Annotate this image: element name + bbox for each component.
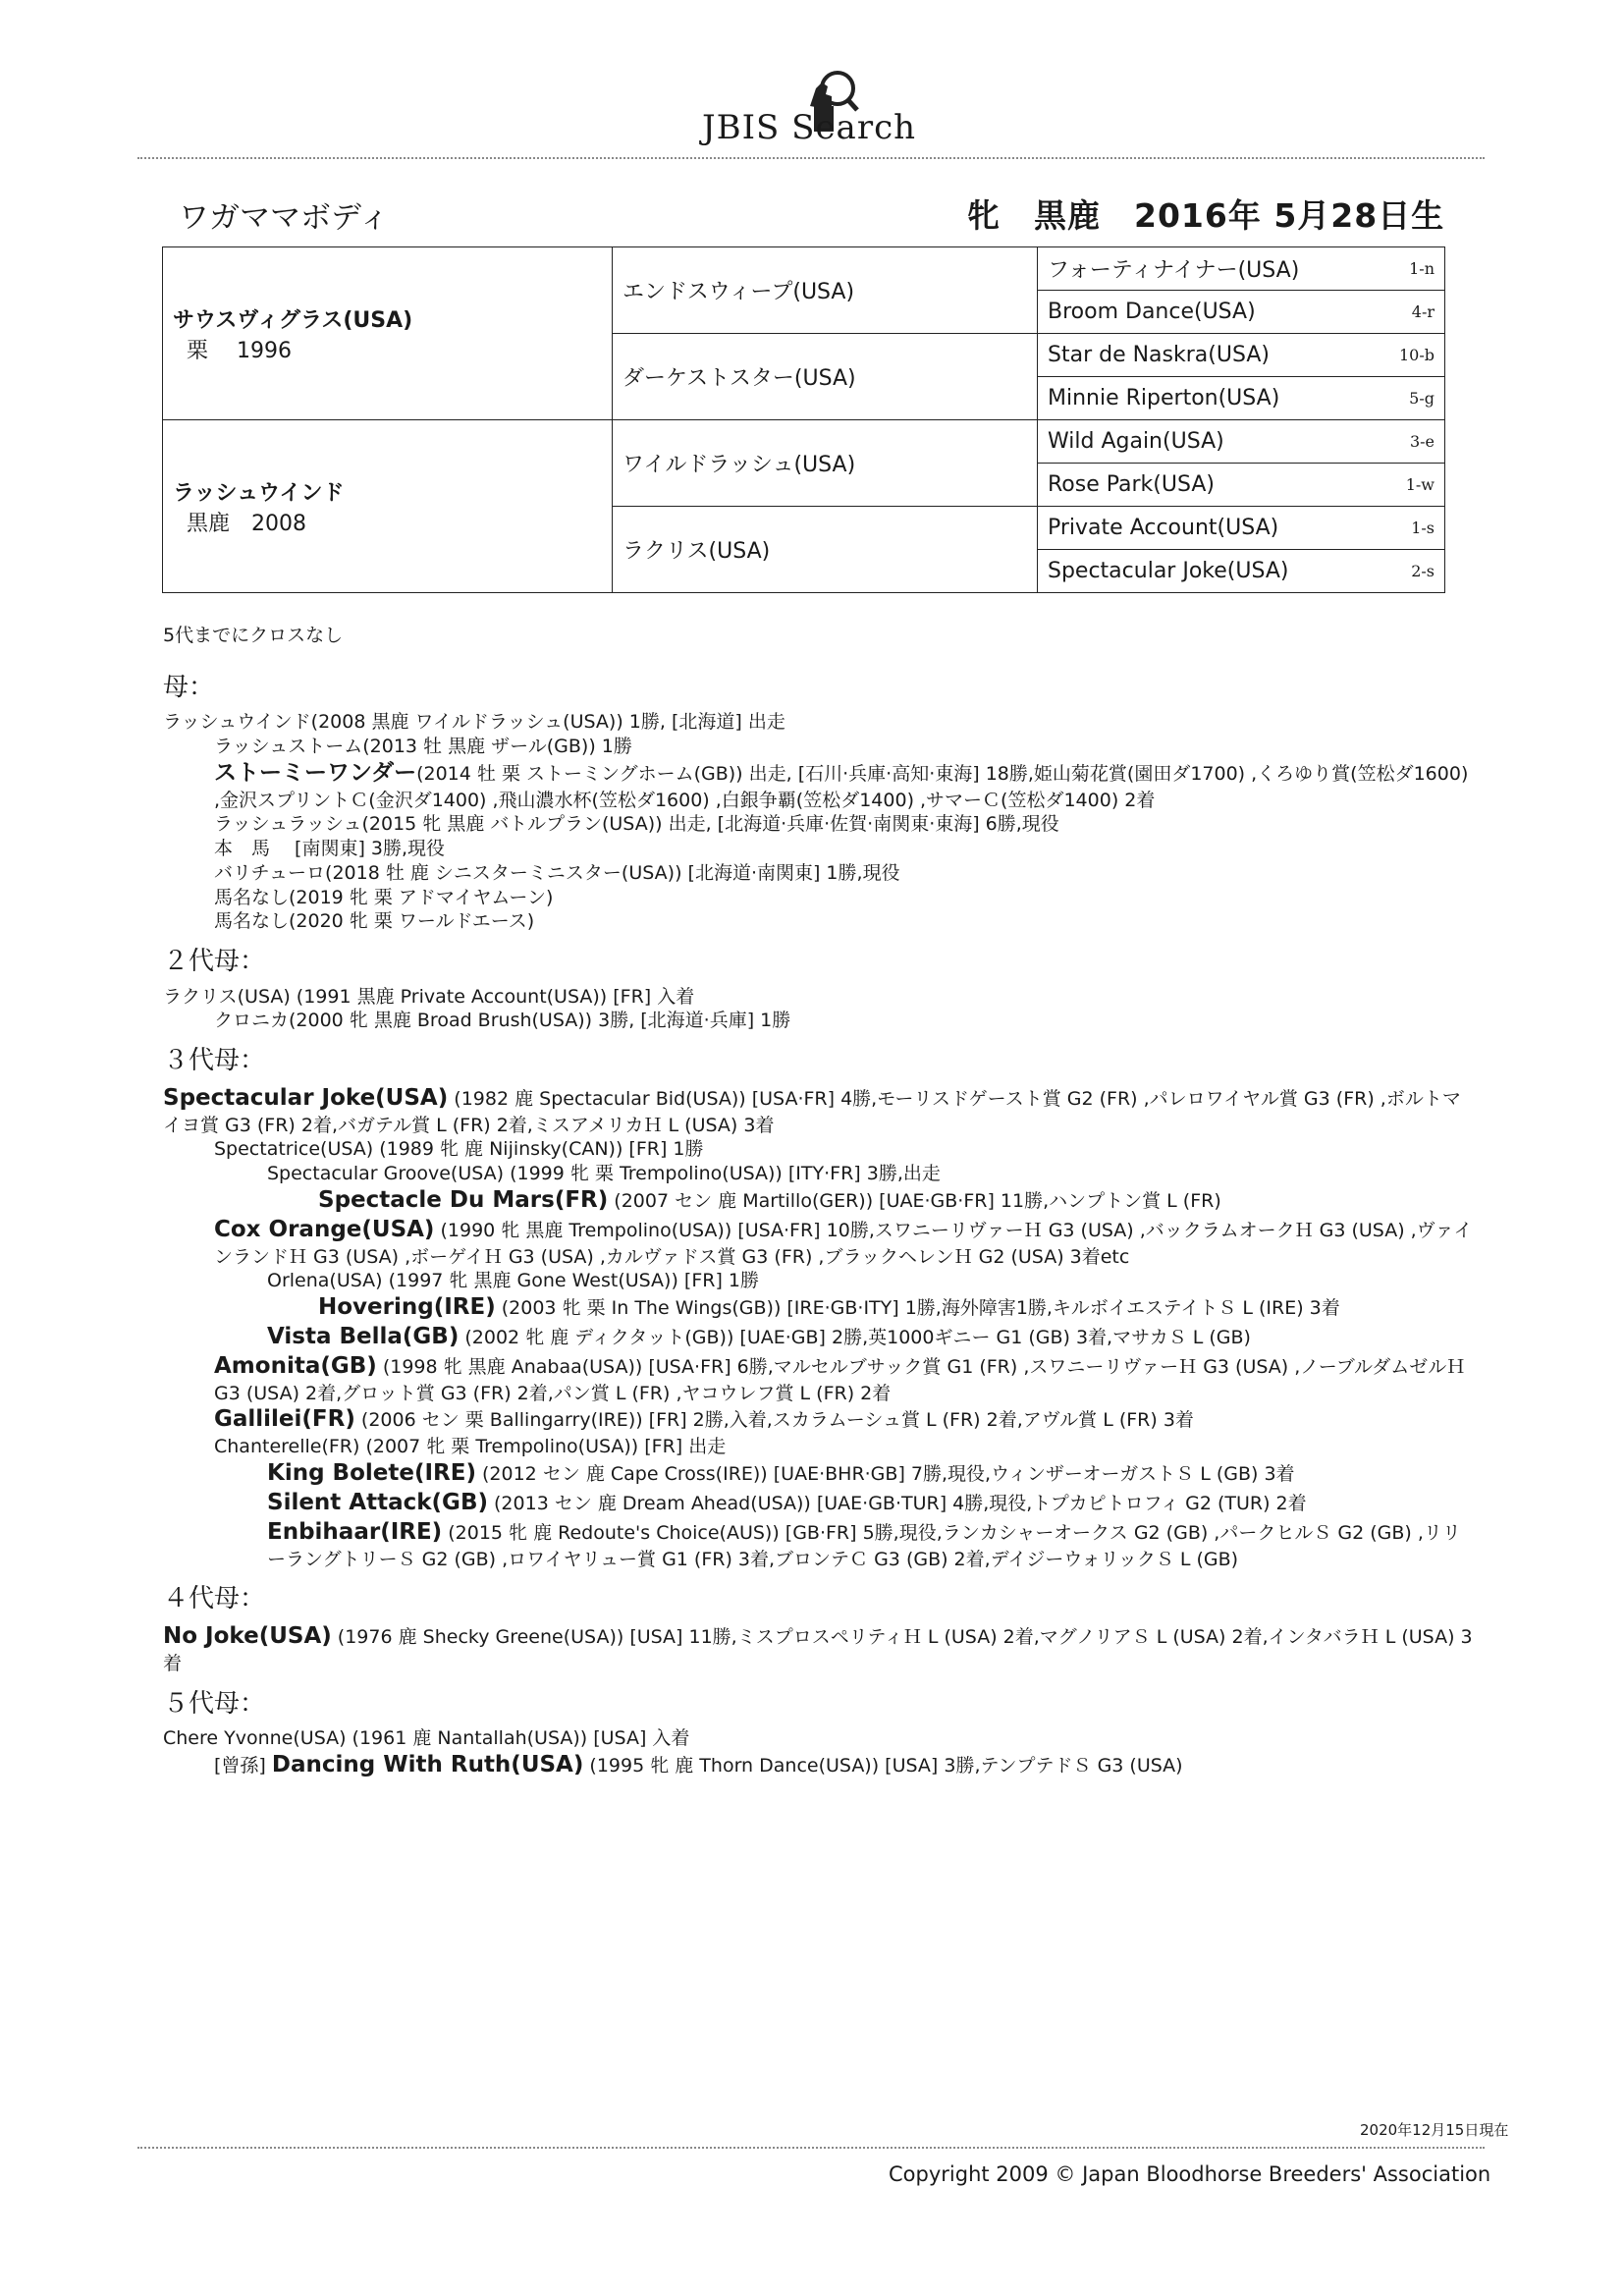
notable-horse-name: Vista Bella(GB) (267, 1323, 460, 1349)
record-detail: (2003 牝 栗 In The Wings(GB)) [IRE·GB·ITY] 1勝,海外障害1勝,キルボイエステイトＳ L (IRE) 3着 (495, 1296, 1340, 1319)
notable-horse-name: ストーミーワンダー (214, 759, 417, 786)
record-detail: (2013 セン 鹿 Dream Ahead(USA)) [UAE·GB·TUR] 4勝,現役,トプカピトロフィ G2 (TUR) 2着 (487, 1492, 1307, 1514)
record-detail: (2007 セン 鹿 Martillo(GER)) [UAE·GB·FR] 11勝,ハンプトン賞 L (FR) (608, 1189, 1221, 1212)
record-line: バリチューロ(2018 牡 鹿 シニスターミニスター(USA)) [北海道·南関東] 1勝,現役 (214, 861, 900, 884)
family-number: 2-s (1411, 562, 1435, 580)
record-line (163, 1323, 1479, 1352)
record-line (163, 1084, 1479, 1138)
notable-horse-name: Dancing With Ruth(USA) (271, 1752, 584, 1778)
record-line (163, 1751, 1479, 1780)
g3-name: Minnie Riperton(USA) (1048, 386, 1280, 410)
record-detail: (1990 牝 黒鹿 Trempolino(USA)) [USA·FR] 10勝,スワニーリヴァーＨ G3 (USA) ,バックラムオークＨ G3 (USA) ,ヴァインランドＨ G3 (USA) ,ボーゲイＨ G3 (USA) ,カルヴァドス賞 G3 (FR) ,ブラックヘレンＨ G2 (USA) 3着etc (214, 1219, 1473, 1268)
record-detail: (2014 牡 栗 ストーミングホーム(GB)) 出走, [石川·兵庫·高知·東海] 18勝,姫山菊花賞(園田ダ1700) ,くろゆり賞(笠松ダ1600) ,金沢スプリントＣ(金沢ダ1400) ,飛山濃水杯(笠松ダ1600) ,白銀争覇(笠松ダ1400) ,サマーＣ(笠松ダ1400) 2着 (214, 762, 1469, 811)
section-heading: 母： (163, 672, 215, 702)
record-line: Chere Yvonne(USA) (1961 鹿 Nantallah(USA)) [USA] 入着 (163, 1727, 690, 1750)
dam-detail: 黒鹿 2008 (187, 511, 306, 536)
record-line: ラクリス(USA) (1991 黒鹿 Private Account(USA)) [FR] 入着 (163, 985, 695, 1008)
as-of-date: 2020年12月15日現在 (1360, 2121, 1509, 2139)
family-number: 1-w (1405, 475, 1435, 494)
notable-horse-name: Spectacle Du Mars(FR) (318, 1186, 609, 1213)
pedigree-table (162, 246, 1445, 593)
family-number: 1-n (1409, 259, 1435, 278)
g3-name: Broom Dance(USA) (1048, 300, 1256, 324)
notable-horse-name: No Joke(USA) (163, 1623, 332, 1650)
record-line: 馬名なし(2019 牝 栗 アドマイヤムーン) (214, 886, 554, 908)
section-heading: ３代母： (163, 1046, 266, 1076)
section-heading: ５代母： (163, 1688, 266, 1719)
notable-horse-name: Silent Attack(GB) (267, 1489, 488, 1515)
record-line: ラッシュウインド(2008 黒鹿 ワイルドラッシュ(USA)) 1勝, [北海道] 出走 (163, 711, 785, 734)
pedigree-g2-cell: エンドスウィープ(USA) (613, 247, 1038, 334)
notable-horse-name: Amonita(GB) (214, 1352, 377, 1379)
record-detail: (2002 牝 鹿 ディクタット(GB)) [UAE·GB] 2勝,英1000ギニー G1 (GB) 3着,マサカＳ L (GB) (459, 1326, 1251, 1348)
horse-info: 牝 黒鹿 2016年 5月28日生 (967, 196, 1445, 235)
sire-name: サウスヴィグラス(USA) (173, 307, 413, 333)
relation-tag: [曾孫] (214, 1755, 272, 1777)
family-number: 1-s (1411, 519, 1435, 537)
record-line (163, 1352, 1479, 1406)
record-detail: (2012 セン 鹿 Cape Cross(IRE)) [UAE·BHR·GB] 7勝,現役,ウィンザーオーガストＳ L (GB) 3着 (475, 1462, 1295, 1485)
section-heading: ２代母： (163, 946, 266, 976)
pedigree-g2-cell: ダーケストスター(USA) (613, 334, 1038, 420)
jbis-logo (702, 67, 938, 155)
record-line (163, 1186, 1479, 1216)
family-number: 5-g (1409, 389, 1435, 408)
pedigree-g3-cell (1038, 550, 1445, 593)
record-line: 本 馬 [南関東] 3勝,現役 (214, 838, 446, 860)
pedigree-g2-cell: ワイルドラッシュ(USA) (613, 420, 1038, 507)
record-line (163, 1622, 1479, 1676)
record-line: Orlena(USA) (1997 牝 黒鹿 Gone West(USA)) [FR] 1勝 (267, 1270, 759, 1292)
record-line (163, 1293, 1479, 1323)
record-line (163, 1459, 1479, 1489)
family-number: 4-r (1411, 302, 1435, 321)
notable-horse-name: Cox Orange(USA) (214, 1216, 435, 1242)
record-line (163, 759, 1479, 813)
family-record (163, 624, 1479, 1780)
record-line: クロニカ(2000 牝 黒鹿 Broad Brush(USA)) 3勝, [北海道·兵庫] 1勝 (214, 1010, 791, 1032)
notable-horse-name: Spectacular Joke(USA) (163, 1084, 449, 1111)
g3-name: フォーティナイナー(USA) (1048, 258, 1300, 283)
sire-cell (163, 247, 613, 420)
horse-name: ワガママボディ (179, 200, 390, 236)
record-detail: (2015 牝 鹿 Redoute's Choice(AUS)) [GB·FR] 5勝,現役,ランカシャーオークス G2 (GB) ,パークヒルＳ G2 (GB) ,リリーラングトリーＳ G2 (GB) ,ロワイヤリュー賞 G1 (FR) 3着,ブロンテＣ G3 (GB) 2着,デイジーウォリックＳ L (GB) (267, 1521, 1461, 1570)
record-detail: (1995 牝 鹿 Thorn Dance(USA)) [USA] 3勝,テンプテドＳ G3 (USA) (583, 1755, 1183, 1777)
dam-cell (163, 420, 613, 593)
record-detail: (1998 牝 黒鹿 Anabaa(USA)) [USA·FR] 6勝,マルセルブサック賞 G1 (FR) ,スワニーリヴァーＨ G3 (USA) ,ノーブルダムゼルＨ G3 (USA) 2着,グロット賞 G3 (FR) 2着,パン賞 L (FR) ,ヤコウレフ賞 L (FR) 2着 (214, 1355, 1466, 1404)
record-detail: (1976 鹿 Shecky Greene(USA)) [USA] 11勝,ミスプロスペリティＨ L (USA) 2着,マグノリアＳ L (USA) 2着,インタバラＨ L (USA) 3着 (163, 1626, 1473, 1674)
notable-horse-name: King Bolete(IRE) (267, 1459, 476, 1486)
pedigree-g3-cell (1038, 291, 1445, 334)
pedigree-g2-cell: ラクリス(USA) (613, 507, 1038, 593)
pedigree-g3-cell (1038, 377, 1445, 420)
record-line (163, 1216, 1479, 1270)
g3-name: Star de Naskra(USA) (1048, 343, 1270, 367)
g3-name: Private Account(USA) (1048, 516, 1279, 540)
record-line: Spectacular Groove(USA) (1999 牝 栗 Trempolino(USA)) [ITY·FR] 3勝,出走 (267, 1163, 941, 1185)
record-line (163, 1405, 1479, 1435)
pedigree-g3-cell (1038, 507, 1445, 550)
record-line: ラッシュラッシュ(2015 牝 黒鹿 バトルプラン(USA)) 出走, [北海道·兵庫·佐賀·南関東·東海] 6勝,現役 (214, 813, 1059, 836)
record-line: Spectatrice(USA) (1989 牝 鹿 Nijinsky(CAN)) [FR] 1勝 (214, 1138, 704, 1161)
cross-note: 5代までにクロスなし (163, 625, 344, 646)
record-line (163, 1518, 1479, 1572)
header-divider (137, 157, 1485, 159)
footer-divider (137, 2147, 1485, 2149)
pedigree-g3-cell (1038, 464, 1445, 507)
copyright: Copyright 2009 © Japan Bloodhorse Breeders' Association (889, 2162, 1491, 2186)
pedigree-g3-cell (1038, 334, 1445, 377)
pedigree-g3-cell (1038, 247, 1445, 291)
record-detail: (1982 鹿 Spectacular Bid(USA)) [USA·FR] 4勝,モーリスドゲースト賞 G2 (FR) ,パレロワイヤル賞 G3 (FR) ,ボルトマイヨ賞 G3 (FR) 2着,バガテル賞 L (FR) 2着,ミスアメリカＨ L (USA) 3着 (163, 1087, 1461, 1136)
record-line (163, 1489, 1479, 1518)
g3-name: Wild Again(USA) (1048, 429, 1224, 454)
record-line: ラッシュストーム(2013 牡 黒鹿 ザール(GB)) 1勝 (214, 736, 632, 758)
section-heading: ４代母： (163, 1584, 266, 1614)
family-number: 10-b (1398, 346, 1435, 364)
notable-horse-name: Hovering(IRE) (318, 1293, 496, 1320)
g3-name: Spectacular Joke(USA) (1048, 559, 1289, 583)
logo-text: JBIS Search (702, 108, 917, 147)
g3-name: Rose Park(USA) (1048, 472, 1215, 497)
record-line: 馬名なし(2020 牝 栗 ワールドエース) (214, 910, 535, 933)
family-number: 3-e (1409, 432, 1435, 451)
record-line: Chanterelle(FR) (2007 牝 栗 Trempolino(USA)) [FR] 出走 (214, 1436, 727, 1458)
notable-horse-name: Enbihaar(IRE) (267, 1518, 443, 1545)
record-detail: (2006 セン 栗 Ballingarry(IRE)) [FR] 2勝,入着,スカラムーシュ賞 L (FR) 2着,アヴル賞 L (FR) 3着 (354, 1409, 1194, 1432)
pedigree-g3-cell (1038, 420, 1445, 464)
sire-detail: 栗 1996 (187, 338, 292, 363)
notable-horse-name: Gallilei(FR) (214, 1406, 355, 1433)
dam-name: ラッシュウインド (173, 480, 345, 506)
